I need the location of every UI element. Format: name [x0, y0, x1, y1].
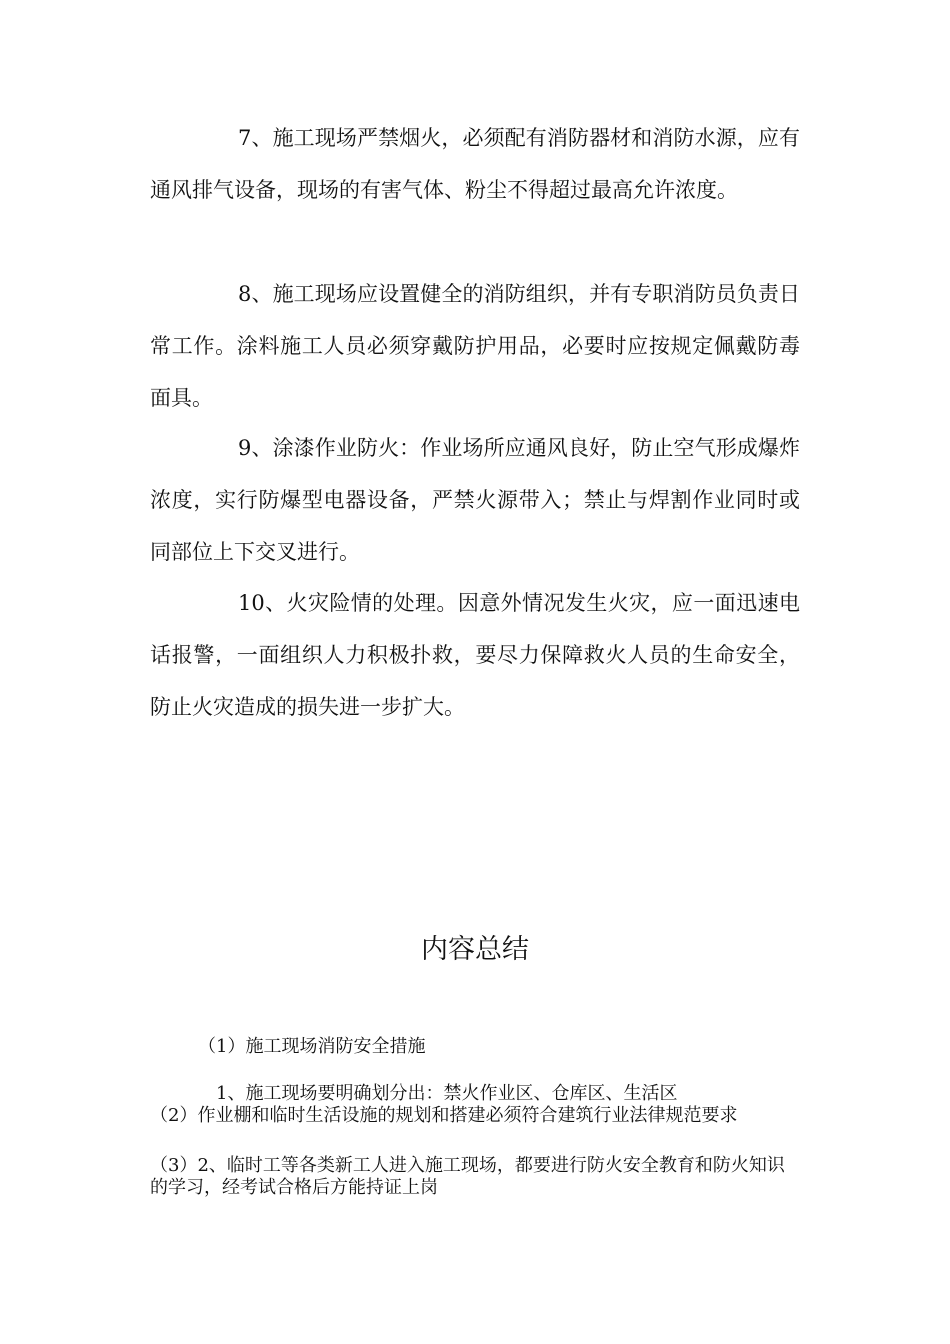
summary-item-4: （3）2、临时工等各类新工人进入施工现场，都要进行防火安全教育和防火知识的学习，经考试合格后方能持证上岗 — [150, 1155, 785, 1198]
summary-item-2: 1、施工现场要明确划分出：禁火作业区、仓库区、生活区 — [216, 1083, 678, 1104]
summary-item-3: （2）作业棚和临时生活设施的规划和搭建必须符合建筑行业法律规范要求 — [150, 1105, 738, 1126]
paragraph-10: 10、火灾险情的处理。因意外情况发生火灾，应一面迅速电话报警，一面组织人力积极扑救，要尽力保障救火人员的生命安全，防止火灾造成的损失进一步扩大。 — [150, 591, 800, 719]
paragraph-7: 7、施工现场严禁烟火，必须配有消防器材和消防水源，应有通风排气设备，现场的有害气体、粉尘不得超过最高允许浓度。 — [150, 126, 800, 202]
summary-title: 内容总结 — [421, 934, 529, 965]
paragraph-8: 8、施工现场应设置健全的消防组织，并有专职消防员负责日常工作。涂料施工人员必须穿戴防护用品，必要时应按规定佩戴防毒面具。 — [150, 282, 800, 410]
summary-item-1: （1）施工现场消防安全措施 — [198, 1036, 426, 1057]
paragraph-9: 9、涂漆作业防火：作业场所应通风良好，防止空气形成爆炸浓度，实行防爆型电器设备，严禁火源带入；禁止与焊割作业同时或同部位上下交叉进行。 — [150, 436, 800, 564]
